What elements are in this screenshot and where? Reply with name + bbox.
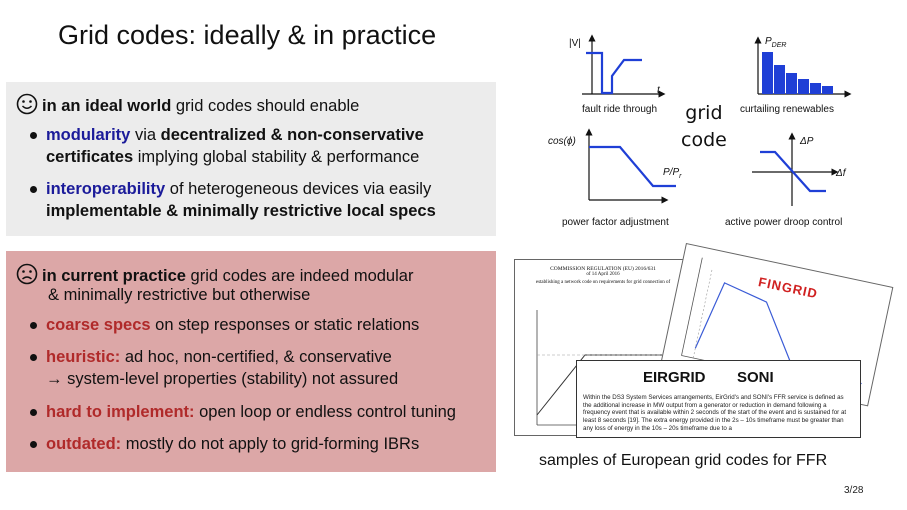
curtail-bar <box>774 65 785 94</box>
practice-bullet-heuristic <box>46 346 491 390</box>
heuristic-term: heuristic: <box>46 348 121 366</box>
fault-ride-through-plot <box>582 38 662 94</box>
curt-ylabel <box>765 36 786 49</box>
bullet-bold-text: decentralized & non-conservative certificates <box>46 126 424 166</box>
doc1-line: establishing a network code on requirements for grid connection of <box>535 280 671 285</box>
doc1-title: COMMISSION REGULATION (EU) 2016/631 <box>550 266 656 272</box>
outdated-term: outdated: <box>46 435 122 453</box>
frt-xlabel: t <box>657 85 660 96</box>
current-practice-box <box>6 251 496 472</box>
coarse-specs-term: coarse specs <box>46 316 151 334</box>
pf-ylabel: cos(ϕ) <box>548 136 576 147</box>
eirgrid-soni-doc <box>576 360 861 438</box>
interoperability-term: interoperability <box>46 180 166 198</box>
bullet-text-line2: → system-level properties (stability) not assured <box>46 370 399 388</box>
bullet-text: on step responses or static relations <box>150 316 420 334</box>
bullet-text: via <box>130 126 161 144</box>
pf-xlabel-sub: r <box>679 173 682 180</box>
curt-ylabel-sub: DER <box>771 42 787 49</box>
curtail-bar <box>822 86 833 94</box>
practice-heading-bold: in current practice <box>42 267 186 285</box>
practice-bullet-hard <box>46 401 491 423</box>
grid-code-l1: grid <box>685 102 723 124</box>
eirgrid-logo: EIRGRID <box>643 369 706 386</box>
curtail-bar <box>798 79 809 94</box>
practice-heading-rest: grid codes are indeed modular <box>185 267 414 285</box>
soni-logo: SONI <box>737 369 774 386</box>
pf-xlabel-main: P/P <box>663 167 680 178</box>
bullet-text: open loop or endless control tuning <box>194 403 456 421</box>
doc1-subtitle: of 14 April 2016 <box>586 272 620 277</box>
droop-xlabel: Δf <box>836 168 846 179</box>
samples-caption: samples of European grid codes for FFR <box>539 452 828 469</box>
curt-ylabel-main: P <box>765 36 772 47</box>
curt-caption: curtailing renewables <box>740 104 834 115</box>
fingrid-logo: FINGRID <box>757 274 820 302</box>
ideal-heading-bold: in an ideal world <box>42 97 172 115</box>
pf-xlabel <box>663 167 681 180</box>
page-number: 3/28 <box>844 485 864 496</box>
practice-bullet-coarse <box>46 314 491 336</box>
grid-code-l2: code <box>681 129 727 151</box>
bullet-bold-text: implementable & minimally restrictive local specs <box>46 202 436 220</box>
frown-face-icon <box>16 263 38 291</box>
bullet-text: implying global stability & performance <box>133 148 420 166</box>
frt-ylabel: |V| <box>569 38 581 49</box>
practice-heading-line2: & minimally restrictive but otherwise <box>48 286 311 304</box>
bullet-text: mostly do not apply to grid-forming IBRs <box>121 435 420 453</box>
droop-caption: active power droop control <box>725 217 843 228</box>
slide-title: Grid codes: ideally & in practice <box>58 20 437 50</box>
pf-caption: power factor adjustment <box>562 217 669 228</box>
ideal-heading-rest: grid codes should enable <box>171 97 360 115</box>
droop-ylabel: ΔP <box>800 136 814 147</box>
droop-control-plot <box>752 136 835 206</box>
hard-to-implement-term: hard to implement: <box>46 403 195 421</box>
frt-curve <box>586 53 642 93</box>
curtail-bar <box>786 73 797 94</box>
modularity-term: modularity <box>46 126 131 144</box>
grid-code-center-label <box>681 100 727 154</box>
bullet-text: ad hoc, non-certified, & conservative <box>120 348 392 366</box>
frt-caption: fault ride through <box>582 104 658 115</box>
practice-bullet-outdated <box>46 433 491 455</box>
curtail-bar <box>762 52 773 94</box>
power-factor-plot <box>589 132 676 200</box>
eirgrid-text: Within the DS3 System Services arrangements, EirGrid's and SONI's FFR service is defined as the additional increase in MW output from a generator or reduction in demand following a frequency event that is available within 2 seconds of the start of the event and is sustained for at least 8 seconds [19]. The extra energy provided in the 2s – 10s timeframe must be greater than any loss of energy in the 10s – 20s timeframe due to a <box>583 394 847 432</box>
curtail-bar <box>810 83 821 94</box>
bullet-text: of heterogeneous devices via easily <box>165 180 432 198</box>
